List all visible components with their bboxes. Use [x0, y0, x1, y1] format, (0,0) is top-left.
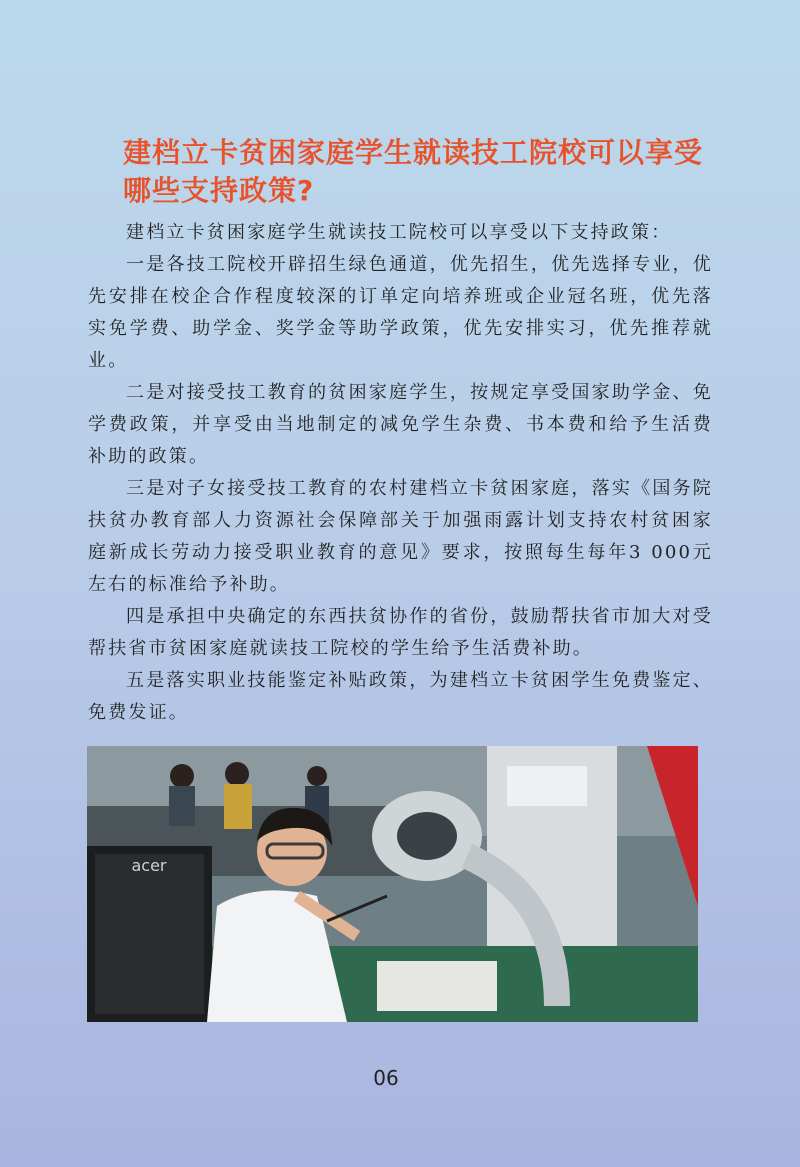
body-text [88, 217, 713, 729]
workshop-photo-illustration [87, 746, 698, 1022]
page-title: 建档立卡贫困家庭学生就读技工院校可以享受哪些支持政策? [123, 136, 704, 207]
paragraph-policy-2: 二是对接受技工教育的贫困家庭学生，按规定享受国家助学金、免学费政策，并享受由当地制定的减免学生杂费、书本费和给予生活费补助的政策。 [88, 382, 713, 467]
paragraph-policy-3: 三是对子女接受技工教育的农村建档立卡贫困家庭，落实《国务院扶贫办教育部人力资源社会保障部关于加强雨露计划支持农村贫困家庭新成长劳动力接受职业教育的意见》要求，按照每生每年3 000元左右的标准给予补助。 [88, 478, 713, 595]
workshop-photo [87, 746, 698, 1022]
paragraph-policy-1: 一是各技工院校开辟招生绿色通道，优先招生，优先选择专业，优先安排在校企合作程度较深的订单定向培养班或企业冠名班，优先落实免学费、助学金、奖学金等助学政策，优先安排实习，优先推荐就业。 [88, 254, 713, 371]
page-number: 06 [373, 1066, 399, 1090]
paragraph-intro: 建档立卡贫困家庭学生就读技工院校可以享受以下支持政策： [126, 222, 672, 243]
monitor-brand-label: acer [131, 856, 167, 875]
paragraph-policy-5: 五是落实职业技能鉴定补贴政策，为建档立卡贫困学生免费鉴定、免费发证。 [88, 670, 713, 723]
paragraph-policy-4: 四是承担中央确定的东西扶贫协作的省份，鼓励帮扶省市加大对受帮扶省市贫困家庭就读技工院校的学生给予生活费补助。 [88, 606, 713, 659]
